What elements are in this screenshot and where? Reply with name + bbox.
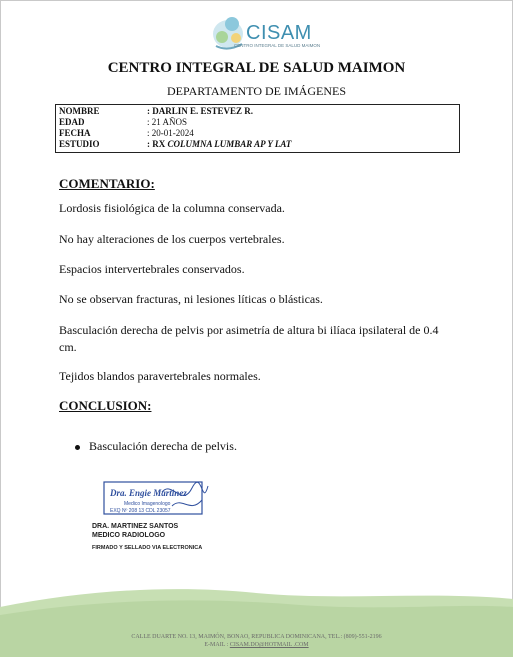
footer-email-line <box>0 642 513 648</box>
patient-info-box <box>55 104 460 153</box>
conclusion-heading: CONCLUSION: <box>59 398 152 413</box>
footer-email-label: E-MAIL : <box>204 642 230 648</box>
comentario-line: Lordosis fisiológica de la columna conservada. <box>59 201 285 215</box>
doctor-name: DRA. MARTINEZ SANTOS <box>92 523 179 530</box>
comentario-line: No se observan fracturas, ni lesiones líticas o blásticas. <box>59 292 323 306</box>
stamp-name: Dra. Engie Martinez <box>110 488 187 498</box>
signature-block <box>92 522 202 553</box>
estudio-prefix: : RX <box>147 139 168 149</box>
estudio-label: ESTUDIO <box>59 139 100 149</box>
department-label: DEPARTAMENTO DE IMÁGENES <box>167 84 346 98</box>
electronic-signature-note: FIRMADO Y SELLADO VIA ELECTRONICA <box>92 545 203 551</box>
fecha-value: : 20-01-2024 <box>147 128 194 138</box>
footer-address: CALLE DUARTE NO. 13, MAIMÓN, BONAO, REPUBLICA DOMINICANA, TEL.: (809)-551-2196 <box>131 634 382 640</box>
bullet-icon <box>75 445 80 450</box>
estudio-value-wrap <box>147 139 291 149</box>
comentario-line: Basculación derecha de pelvis por asimetría de altura bi ilíaca ipsilateral de 0.4 cm. <box>59 323 439 354</box>
nombre-value: : DARLIN E. ESTEVEZ R. <box>147 106 254 116</box>
conclusion-item-text: Basculación derecha de pelvis. <box>89 439 237 453</box>
logo-subtitle: CENTRO INTEGRAL DE SALUD MAIMON <box>234 43 321 48</box>
edad-value-wrap <box>147 117 187 127</box>
edad-value: : 21 AÑOS <box>147 117 188 127</box>
comentario-line: Espacios intervertebrales conservados. <box>59 262 245 276</box>
fecha-value-wrap <box>147 128 194 138</box>
stamp-exq: EXQ Nº 208 13 CDL 23057 <box>110 508 171 514</box>
estudio-value: COLUMNA LUMBAR AP Y LAT <box>167 139 292 149</box>
stamp-role: Medico Imagenologo <box>124 501 171 507</box>
comentario-line: No hay alteraciones de los cuerpos vertebrales. <box>59 232 285 246</box>
fecha-label: FECHA <box>59 128 91 138</box>
logo-brand-text: CISAM <box>246 22 312 44</box>
doctor-role: MEDICO RADIOLOGO <box>92 532 166 539</box>
edad-label: EDAD <box>59 117 85 127</box>
document-title: CENTRO INTEGRAL DE SALUD MAIMON <box>107 60 406 76</box>
footer-email[interactable]: CISAM.DO@HOTMAIL .COM <box>229 642 309 648</box>
cisam-logo <box>208 12 320 54</box>
signature-stamp <box>102 478 210 520</box>
nombre-label: NOMBRE <box>59 106 100 116</box>
comentario-line: Tejidos blandos paravertebrales normales. <box>59 369 261 383</box>
comentario-heading: COMENTARIO: <box>59 176 155 191</box>
